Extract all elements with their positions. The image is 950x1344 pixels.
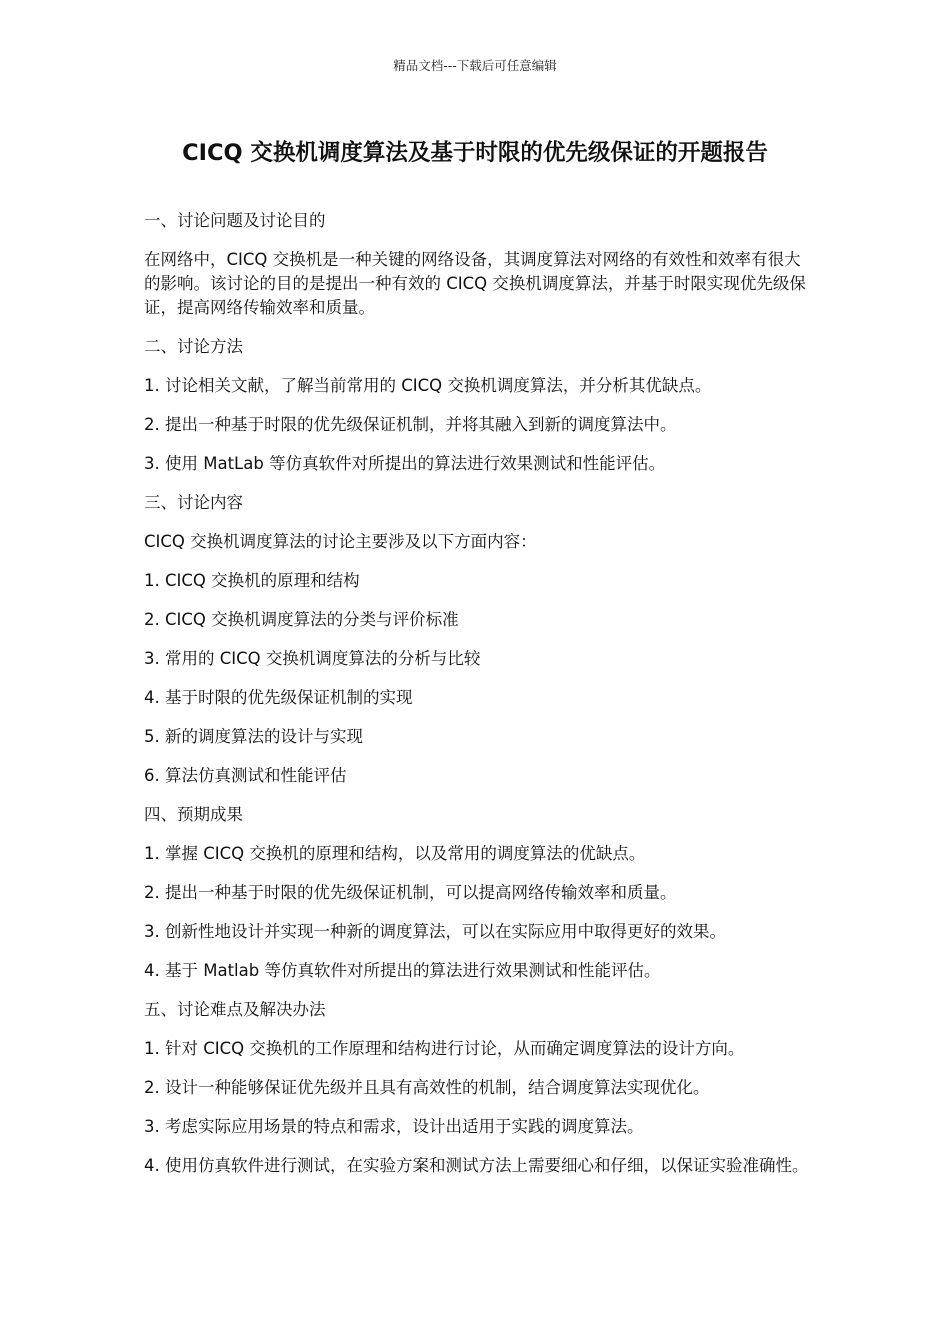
section-heading-4: 四、预期成果 xyxy=(144,805,243,824)
document-body xyxy=(144,209,810,1193)
content-item-6: 6. 算法仿真测试和性能评估 xyxy=(144,766,347,785)
outcome-item-1: 1. 掌握 CICQ 交换机的原理和结构，以及常用的调度算法的优缺点。 xyxy=(144,844,646,863)
method-item-3: 3. 使用 MatLab 等仿真软件对所提出的算法进行效果测试和性能评估。 xyxy=(144,454,666,473)
content-item-5: 5. 新的调度算法的设计与实现 xyxy=(144,727,363,746)
content-item-1: 1. CICQ 交换机的原理和结构 xyxy=(144,571,360,590)
outcome-item-3: 3. 创新性地设计并实现一种新的调度算法，可以在实际应用中取得更好的效果。 xyxy=(144,922,726,941)
method-item-1: 1. 讨论相关文献，了解当前常用的 CICQ 交换机调度算法，并分析其优缺点。 xyxy=(144,376,712,395)
difficulty-item-3: 3. 考虑实际应用场景的特点和需求，设计出适用于实践的调度算法。 xyxy=(144,1117,644,1136)
difficulty-item-4: 4. 使用仿真软件进行测试，在实验方案和测试方法上需要细心和仔细，以保证实验准确性。 xyxy=(144,1156,809,1175)
content-item-2: 2. CICQ 交换机调度算法的分类与评价标准 xyxy=(144,610,459,629)
content-intro: CICQ 交换机调度算法的讨论主要涉及以下方面内容： xyxy=(144,532,537,551)
section-heading-1: 一、讨论问题及讨论目的 xyxy=(144,211,326,230)
difficulty-item-1: 1. 针对 CICQ 交换机的工作原理和结构进行讨论，从而确定调度算法的设计方向。 xyxy=(144,1039,745,1058)
section-heading-3: 三、讨论内容 xyxy=(144,493,243,512)
section-heading-5: 五、讨论难点及解决办法 xyxy=(144,1000,326,1019)
document-title: CICQ 交换机调度算法及基于时限的优先级保证的开题报告 xyxy=(182,140,768,166)
section-heading-2: 二、讨论方法 xyxy=(144,337,243,356)
outcome-item-4: 4. 基于 Matlab 等仿真软件对所提出的算法进行效果测试和性能评估。 xyxy=(144,961,661,980)
header-note: 精品文档---下载后可任意编辑 xyxy=(393,58,557,73)
content-item-4: 4. 基于时限的优先级保证机制的实现 xyxy=(144,688,413,707)
content-item-3: 3. 常用的 CICQ 交换机调度算法的分析与比较 xyxy=(144,649,481,668)
difficulty-item-2: 2. 设计一种能够保证优先级并且具有高效性的机制，结合调度算法实现优化。 xyxy=(144,1078,710,1097)
outcome-item-2: 2. 提出一种基于时限的优先级保证机制，可以提高网络传输效率和质量。 xyxy=(144,883,677,902)
method-item-2: 2. 提出一种基于时限的优先级保证机制，并将其融入到新的调度算法中。 xyxy=(144,415,677,434)
body-paragraph-purpose: 在网络中，CICQ 交换机是一种关键的网络设备，其调度算法对网络的有效性和效率有很大的影响。该讨论的目的是提出一种有效的 CICQ 交换机调度算法，并基于时限实现优先级保证，提高网络传输效率和质量。 xyxy=(144,250,806,317)
